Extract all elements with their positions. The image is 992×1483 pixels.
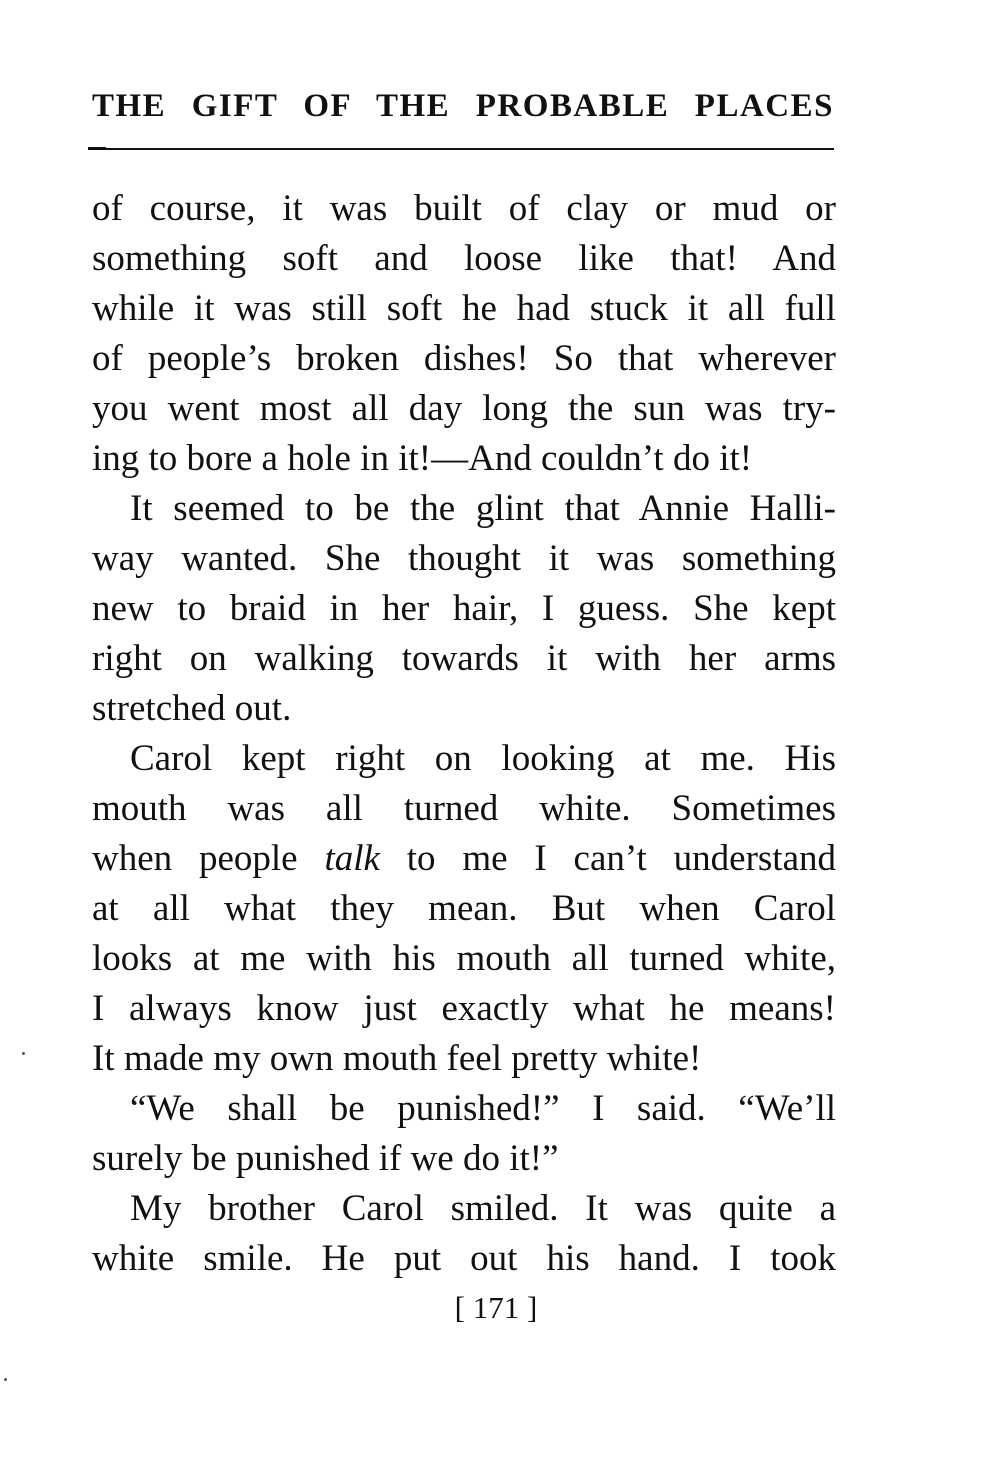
text-run: when people: [92, 838, 325, 879]
text-line: of people’s broken dishes! So that wherever: [92, 338, 836, 379]
text-line: My brother Carol smiled. It was quite a: [130, 1188, 836, 1229]
text-line: I always know just exactly what he means!: [92, 988, 836, 1029]
text-line: right on walking towards it with her arms: [92, 638, 836, 679]
text-line: mouth was all turned white. Sometimes: [92, 788, 836, 829]
text-line: looks at me with his mouth all turned white,: [92, 938, 836, 979]
text-line: new to braid in her hair, I guess. She kept: [92, 588, 836, 629]
text-line: of course, it was built of clay or mud or: [92, 188, 836, 229]
print-speck: [4, 1378, 7, 1381]
italic-emphasis: talk: [324, 838, 380, 879]
print-speck: [22, 1052, 25, 1055]
page-number: [ 171 ]: [454, 1290, 538, 1325]
text-run: to me I can’t understand: [379, 838, 836, 879]
text-line: ing to bore a hole in it!—And couldn’t do it!: [92, 438, 753, 479]
text-line: at all what they mean. But when Carol: [92, 888, 836, 929]
text-line: while it was still soft he had stuck it all full: [92, 288, 836, 329]
text-line: surely be punished if we do it!”: [92, 1138, 559, 1179]
text-line: Carol kept right on looking at me. His: [130, 738, 836, 779]
header-rule-mark: [88, 147, 106, 150]
header-rule: [92, 148, 834, 150]
running-head: THE GIFT OF THE PROBABLE PLACES: [92, 88, 834, 124]
text-line: something soft and loose like that! And: [92, 238, 836, 279]
text-line: you went most all day long the sun was try-: [92, 388, 836, 429]
text-line: “We shall be punished!” I said. “We’ll: [130, 1088, 836, 1129]
text-line: way wanted. She thought it was something: [92, 538, 836, 579]
text-line: It seemed to be the glint that Annie Halli-: [130, 488, 836, 529]
body-text: [92, 184, 836, 1284]
text-line: stretched out.: [92, 688, 292, 729]
text-line: [92, 834, 836, 884]
text-line: white smile. He put out his hand. I took: [92, 1238, 836, 1279]
text-line: It made my own mouth feel pretty white!: [92, 1038, 702, 1079]
